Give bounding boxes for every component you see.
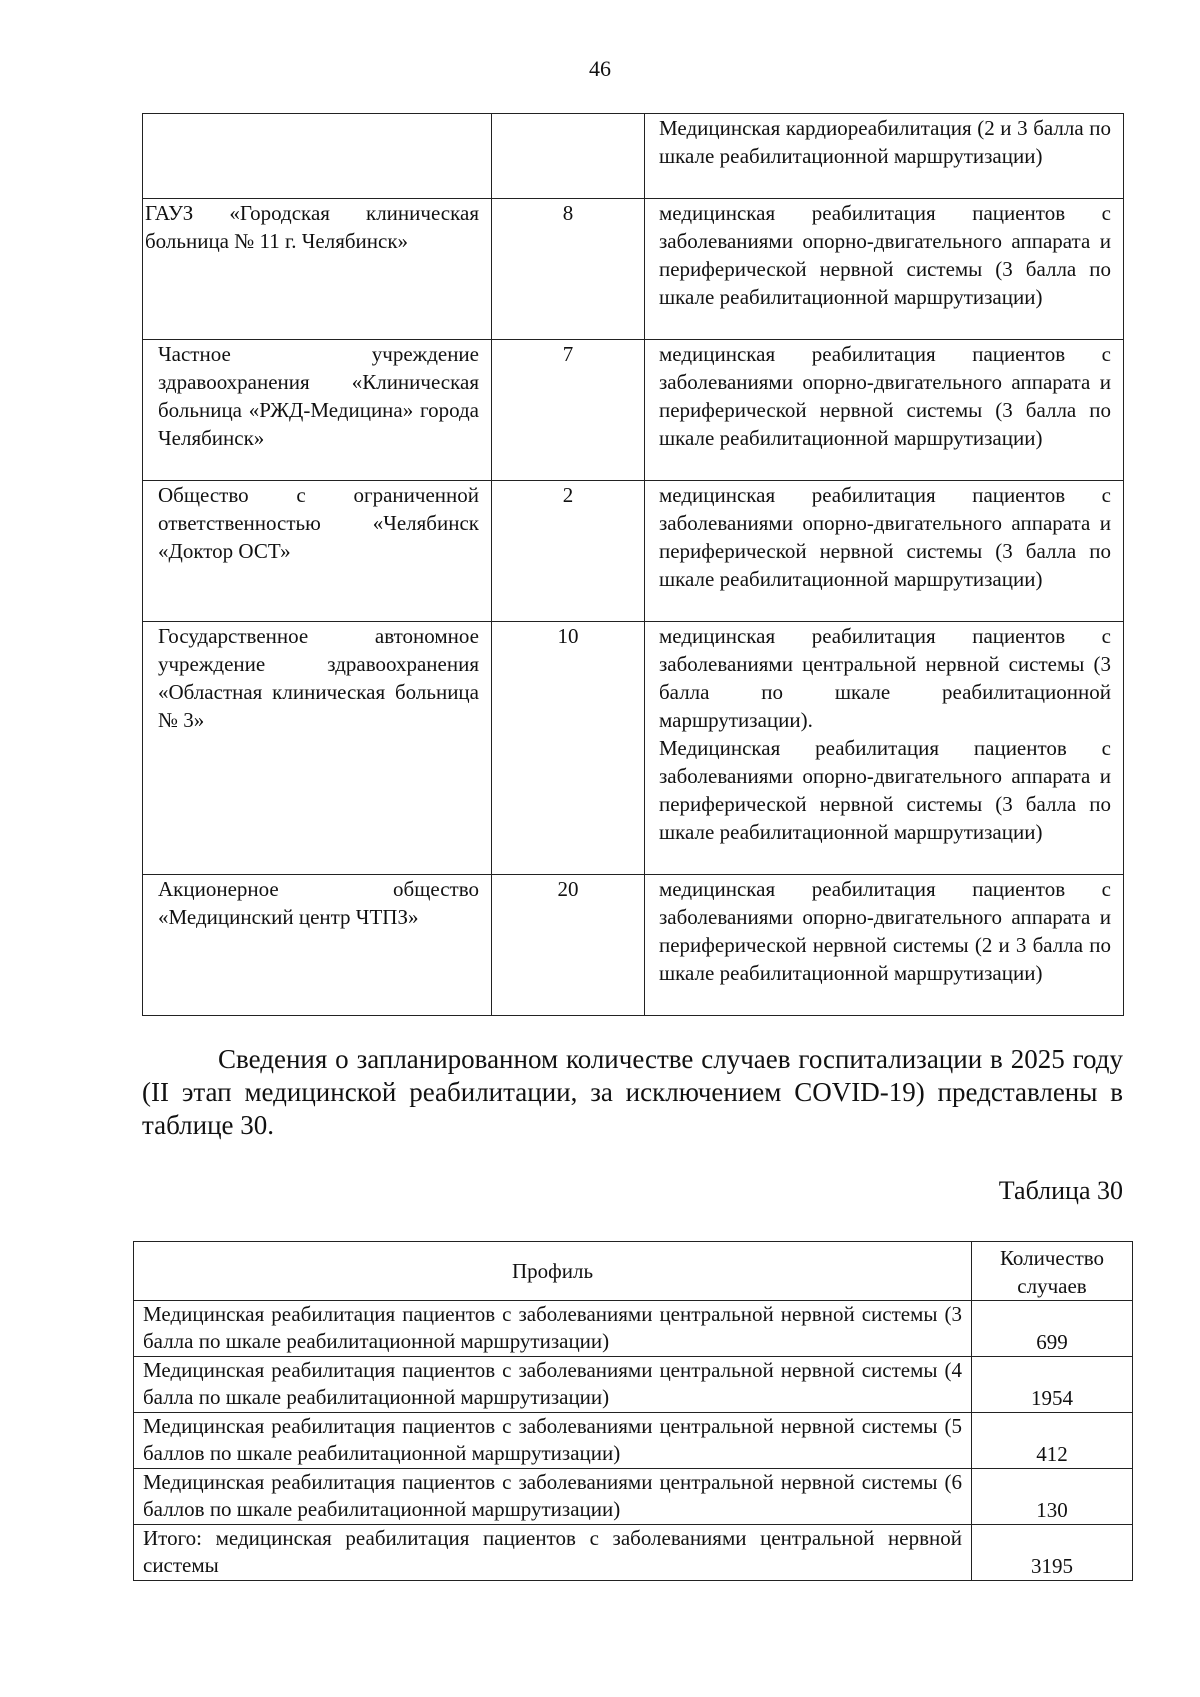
table-row [143, 875, 1124, 1016]
table-row [143, 481, 1124, 622]
org-cell: Акционерное общество «Медицинский центр ЧТПЗ» [143, 875, 492, 1016]
count-cell: 7 [492, 340, 645, 481]
count-cell: 20 [492, 875, 645, 1016]
org-cell: Частное учреждение здравоохранения «Клиническая больница «РЖД-Медицина» города Челябинск» [143, 340, 492, 481]
profile-header: Профиль [134, 1242, 972, 1301]
table-row [134, 1413, 1133, 1469]
profile-text: Медицинская кардиореабилитация (2 и 3 балла по шкале реабилитационной маршрутизации) [659, 116, 1111, 168]
table-caption: Таблица 30 [998, 1176, 1123, 1205]
profile-text: Медицинская реабилитация пациентов с заболеваниями опорно-двигательного аппарата и периферической нервной системы (3 балла по шкале реабилитационной маршрутизации) [659, 736, 1111, 844]
profile-cell [645, 622, 1124, 875]
rehab-organizations-table [142, 113, 1124, 1016]
count-cell: 130 [972, 1469, 1133, 1525]
profile-cell: Медицинская реабилитация пациентов с заболеваниями центральной нервной системы (5 баллов по шкале реабилитационной маршрутизации) [134, 1413, 972, 1469]
count-cell: 8 [492, 199, 645, 340]
profile-cell [645, 114, 1124, 199]
table-row [134, 1469, 1133, 1525]
count-cell: 412 [972, 1413, 1133, 1469]
total-count-cell: 3195 [972, 1525, 1133, 1581]
count-cell [492, 114, 645, 199]
table-row [143, 340, 1124, 481]
table-row [143, 199, 1124, 340]
profile-text: медицинская реабилитация пациентов с заболеваниями опорно-двигательного аппарата и периферической нервной системы (3 балла по шкале реабилитационной маршрутизации) [659, 483, 1111, 591]
profile-text: медицинская реабилитация пациентов с заболеваниями опорно-двигательного аппарата и периферической нервной системы (3 балла по шкале реабилитационной маршрутизации) [659, 342, 1111, 450]
org-cell: ГАУЗ «Городская клиническая больница № 11 г. Челябинск» [143, 199, 492, 340]
profile-cell [645, 340, 1124, 481]
count-header: Количество случаев [972, 1242, 1133, 1301]
intro-paragraph: Сведения о запланированном количестве случаев госпитализации в 2025 году (II этап медицинской реабилитации, за исключением COVID-19) представлены в таблице 30. [142, 1044, 1123, 1140]
profile-text: медицинская реабилитация пациентов с заболеваниями опорно-двигательного аппарата и периферической нервной системы (3 балла по шкале реабилитационной маршрутизации) [659, 201, 1111, 309]
profile-text: медицинская реабилитация пациентов с заболеваниями опорно-двигательного аппарата и периферической нервной системы (2 и 3 балла по шкале реабилитационной маршрутизации) [659, 877, 1111, 985]
profile-text: медицинская реабилитация пациентов с заболеваниями центральной нервной системы (3 балла по шкале реабилитационной маршрутизации). [659, 624, 1111, 732]
profile-cell: Медицинская реабилитация пациентов с заболеваниями центральной нервной системы (6 баллов по шкале реабилитационной маршрутизации) [134, 1469, 972, 1525]
total-profile-cell: Итого: медицинская реабилитация пациентов с заболеваниями центральной нервной системы [134, 1525, 972, 1581]
profile-cell [645, 481, 1124, 622]
table-row-total [134, 1525, 1133, 1581]
count-cell: 699 [972, 1301, 1133, 1357]
org-cell: Общество с ограниченной ответственностью «Челябинск «Доктор ОСТ» [143, 481, 492, 622]
table-row [134, 1301, 1133, 1357]
table-row [143, 622, 1124, 875]
table-row [143, 114, 1124, 199]
profile-cell: Медицинская реабилитация пациентов с заболеваниями центральной нервной системы (4 балла по шкале реабилитационной маршрутизации) [134, 1357, 972, 1413]
profile-cell [645, 875, 1124, 1016]
org-cell: Государственное автономное учреждение здравоохранения «Областная клиническая больница № 3» [143, 622, 492, 875]
table-row [134, 1357, 1133, 1413]
page-number: 46 [589, 56, 611, 81]
count-cell: 2 [492, 481, 645, 622]
count-cell: 1954 [972, 1357, 1133, 1413]
count-cell: 10 [492, 622, 645, 875]
table-header-row [134, 1242, 1133, 1301]
profile-cell [645, 199, 1124, 340]
hospitalization-cases-table [133, 1241, 1133, 1581]
profile-cell: Медицинская реабилитация пациентов с заболеваниями центральной нервной системы (3 балла по шкале реабилитационной маршрутизации) [134, 1301, 972, 1357]
org-cell [143, 114, 492, 199]
